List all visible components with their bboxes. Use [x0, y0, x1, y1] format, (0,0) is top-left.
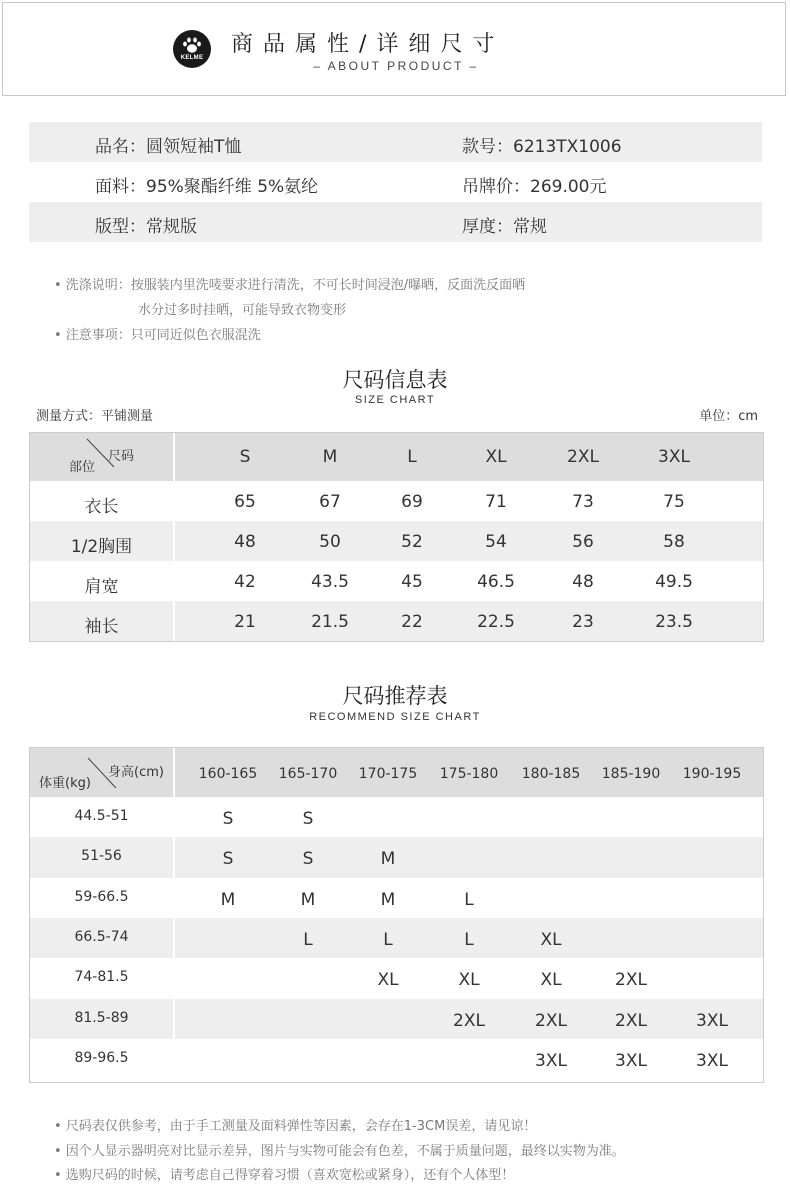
size-value: 73: [572, 492, 594, 512]
size-value: 45: [401, 572, 423, 592]
column-divider: [173, 918, 175, 959]
footer-note-2: • 因个人显示器明亮对比显示差异，图片与实物可能会有色差，不属于质量问题，最终以实物为准。: [54, 1144, 625, 1159]
footer-note-3: • 选购尺码的时候，请考虑自己得穿着习惯（喜欢宽松或紧身），还有个人体型！: [54, 1168, 515, 1183]
recommended-size: M: [220, 889, 236, 910]
attribute-name: 品名：圆领短袖T恤: [95, 137, 242, 157]
recommend-row: [30, 1039, 763, 1079]
size-value: 56: [572, 532, 594, 552]
logo-text: KELME: [180, 55, 204, 61]
recommended-size: 3XL: [696, 1010, 728, 1031]
recommended-size: XL: [540, 970, 562, 991]
recommend-header-row: [30, 748, 763, 797]
column-divider: [173, 999, 175, 1040]
attribute-fabric: 面料：95%聚酯纤维 5%氨纶: [95, 177, 319, 197]
size-value: 43.5: [311, 572, 349, 592]
caution-note: • 注意事项：只可同近似色衣服混洗: [54, 328, 261, 343]
recommended-size: XL: [540, 929, 562, 950]
wash-line-1: • 洗涤说明：按服装内里洗唛要求进行清洗，不可长时间浸泡/曝晒，反面洗反面晒: [54, 278, 526, 293]
column-divider: [173, 433, 175, 481]
wash-instructions: [54, 274, 525, 318]
column-divider: [173, 878, 175, 919]
corner-size-label: 尺码: [108, 449, 135, 464]
recommend-row: [30, 797, 763, 837]
size-chart-title: 尺码信息表: [342, 368, 448, 392]
recommended-size: S: [222, 849, 234, 870]
size-row: [30, 481, 763, 521]
weight-row-label: 81.5-89: [74, 1009, 129, 1026]
size-header-cell: 3XL: [658, 447, 690, 467]
measure-method: 测量方式：平铺测量: [36, 409, 154, 424]
page-header: [2, 2, 786, 96]
recommended-size: 3XL: [696, 1050, 728, 1071]
recommended-size: L: [464, 929, 474, 950]
attribute-row: [29, 162, 762, 202]
recommended-size: 2XL: [615, 1010, 647, 1031]
height-header-cell: 160-165: [198, 766, 258, 782]
height-header-cell: 190-195: [682, 766, 742, 782]
page-subtitle: – ABOUT PRODUCT –: [313, 59, 479, 73]
recommend-row: [30, 918, 763, 958]
size-row-label: 1/2胸围: [70, 537, 133, 557]
weight-row-label: 74-81.5: [74, 969, 129, 986]
corner-height-label: 身高(cm): [108, 765, 164, 780]
recommended-size: 2XL: [535, 1010, 567, 1031]
size-value: 71: [485, 492, 507, 512]
height-header-cell: 175-180: [439, 766, 499, 782]
size-value: 54: [485, 532, 507, 552]
column-divider: [173, 958, 175, 999]
recommended-size: S: [222, 809, 234, 829]
recommended-size: L: [383, 929, 393, 950]
recommended-size: 3XL: [535, 1050, 567, 1071]
size-row: [30, 561, 763, 601]
recommended-size: 3XL: [615, 1050, 647, 1071]
attribute-style-number: 款号：6213TX1006: [462, 137, 622, 157]
size-header-cell: S: [239, 447, 251, 467]
size-row: [30, 521, 763, 561]
recommended-size: S: [302, 849, 314, 870]
recommended-size: XL: [458, 970, 480, 991]
size-chart-table: [29, 432, 764, 642]
size-value: 42: [234, 572, 256, 592]
size-value: 49.5: [655, 572, 693, 592]
recommended-size: M: [380, 849, 396, 870]
size-value: 21.5: [311, 612, 349, 632]
size-value: 50: [319, 532, 341, 552]
size-value: 21: [234, 612, 256, 632]
recommended-size: M: [300, 889, 316, 910]
column-divider: [173, 748, 175, 797]
size-value: 22: [401, 612, 423, 632]
attribute-row: [29, 122, 762, 162]
column-divider: [173, 837, 175, 878]
recommended-size: M: [380, 889, 396, 910]
size-row-label: 肩宽: [84, 577, 119, 597]
page-title: 商品属性/详细尺寸: [231, 32, 505, 57]
weight-row-label: 51-56: [81, 848, 122, 865]
size-value: 23: [572, 612, 594, 632]
column-divider: [173, 797, 175, 838]
recommended-size: L: [464, 889, 474, 910]
size-value: 65: [234, 492, 256, 512]
size-value: 46.5: [477, 572, 515, 592]
recommend-row: [30, 999, 763, 1039]
weight-row-label: 44.5-51: [74, 808, 129, 824]
weight-row-label: 66.5-74: [74, 928, 129, 945]
column-divider: [173, 601, 175, 641]
recommend-row: [30, 878, 763, 918]
recommended-size: 2XL: [615, 970, 647, 991]
size-header-cell: 2XL: [567, 447, 599, 467]
size-row-label: 袖长: [84, 617, 119, 637]
column-divider: [173, 561, 175, 601]
unit-label: 单位：cm: [699, 409, 758, 424]
recommend-chart-subtitle: RECOMMEND SIZE CHART: [309, 711, 481, 723]
column-divider: [173, 521, 175, 561]
attribute-fit: 版型：常规版: [95, 217, 197, 237]
recommend-chart-table: [29, 747, 764, 1083]
size-header-cell: XL: [485, 447, 507, 467]
height-header-cell: 180-185: [521, 766, 581, 782]
header-diagonal: [30, 433, 175, 481]
size-value: 52: [401, 532, 423, 552]
height-header-cell: 170-175: [358, 766, 418, 782]
recommended-size: XL: [377, 970, 399, 991]
height-header-cell: 185-190: [601, 766, 661, 782]
size-header-row: [30, 433, 763, 481]
recommended-size: S: [302, 809, 314, 829]
wash-line-2: 水分过多时挂晒，可能导致衣物变形: [138, 303, 347, 318]
recommend-row: [30, 837, 763, 877]
paw-icon: [182, 37, 202, 54]
weight-row-label: 89-96.5: [74, 1049, 129, 1066]
size-row-label: 衣长: [84, 497, 119, 517]
size-value: 67: [319, 492, 341, 512]
corner-weight-label: 体重(kg): [39, 776, 91, 791]
size-chart-subtitle: SIZE CHART: [354, 394, 436, 406]
attribute-tag-price: 吊牌价：269.00元: [462, 177, 607, 197]
column-divider: [173, 481, 175, 521]
size-value: 48: [234, 532, 256, 552]
recommended-size: 2XL: [453, 1010, 485, 1031]
recommend-chart-title: 尺码推荐表: [342, 684, 448, 708]
recommend-row: [30, 958, 763, 998]
size-header-cell: M: [322, 447, 338, 467]
size-value: 58: [663, 532, 685, 552]
size-value: 23.5: [655, 612, 693, 632]
size-value: 22.5: [477, 612, 515, 632]
size-value: 75: [663, 492, 685, 512]
brand-logo: [173, 30, 211, 68]
column-divider: [173, 1039, 175, 1080]
recommended-size: L: [303, 929, 313, 950]
attribute-row: [29, 202, 762, 242]
size-value: 48: [572, 572, 594, 592]
weight-row-label: 59-66.5: [74, 888, 129, 905]
attribute-thickness: 厚度：常规: [462, 217, 547, 237]
size-value: 69: [401, 492, 423, 512]
footer-note-1: • 尺码表仅供参考，由于手工测量及面料弹性等因素，会存在1-3CM误差，请见谅！: [54, 1119, 537, 1134]
height-header-cell: 165-170: [278, 766, 338, 782]
corner-part-label: 部位: [69, 460, 96, 475]
size-row: [30, 601, 763, 641]
size-header-cell: L: [407, 447, 417, 467]
